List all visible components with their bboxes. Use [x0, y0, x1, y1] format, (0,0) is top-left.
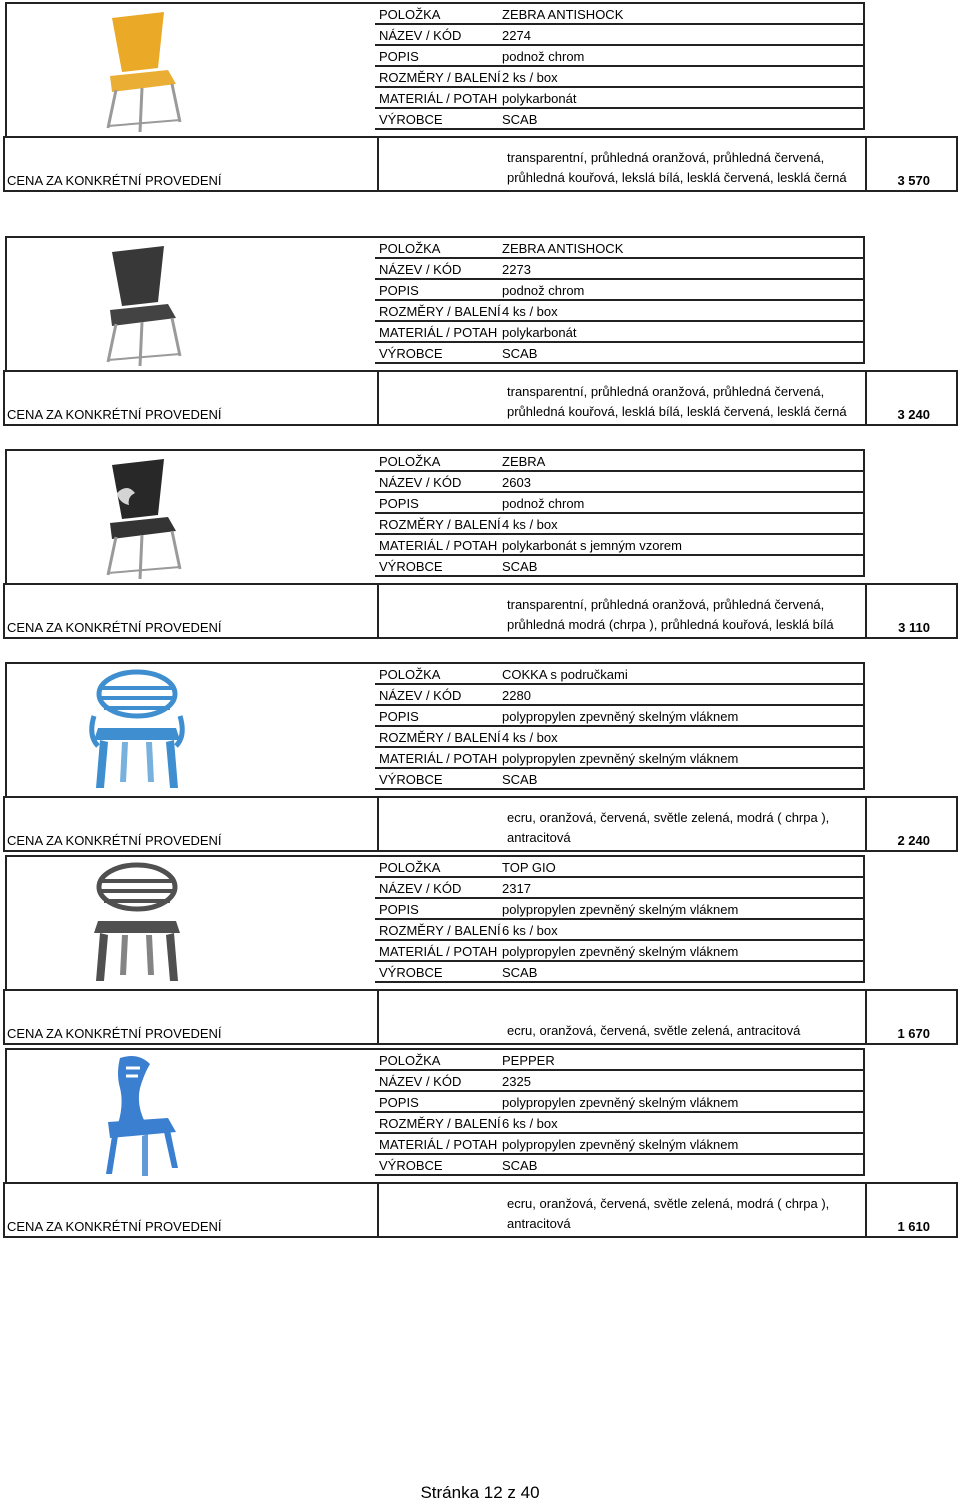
item-name-label: POLOŽKA: [379, 667, 441, 682]
item-material-label: MATERIÁL / POTAH: [379, 751, 498, 766]
product-spec-table: [375, 449, 865, 577]
item-name-label: POLOŽKA: [379, 454, 441, 469]
item-code-label: NÁZEV / KÓD: [379, 262, 462, 277]
item-name-row: [375, 449, 865, 472]
item-packaging-label: ROZMĚRY / BALENÍ: [379, 1116, 501, 1131]
product-block: [0, 855, 960, 1047]
item-name-value: COKKA s područkami: [502, 667, 628, 682]
item-name-label: POLOŽKA: [379, 7, 441, 22]
item-name-label: POLOŽKA: [379, 241, 441, 256]
item-material-value: polykarbonát: [502, 325, 577, 340]
item-manufacturer-label: VÝROBCE: [379, 112, 443, 127]
item-code-value: 2603: [502, 475, 531, 490]
item-code-row: [375, 25, 865, 46]
item-description-row: [375, 280, 865, 301]
item-material-label: MATERIÁL / POTAH: [379, 325, 498, 340]
item-description-row: [375, 1092, 865, 1113]
item-manufacturer-label: VÝROBCE: [379, 1158, 443, 1173]
product-spec-table: [375, 855, 865, 983]
item-material-row: [375, 88, 865, 109]
product-block: [0, 662, 960, 854]
item-manufacturer-value: SCAB: [502, 346, 538, 361]
item-manufacturer-label: VÝROBCE: [379, 559, 443, 574]
item-packaging-label: ROZMĚRY / BALENÍ: [379, 70, 501, 85]
chair-topgio-grey-icon: [72, 859, 202, 987]
color-options: transparentní, průhledná oranžová, průhledná červená, průhledná kouřová, lekslá bílá, lesklá červená, lesklá černá: [507, 150, 847, 185]
item-manufacturer-row: [375, 343, 865, 364]
product-image-frame: [5, 2, 377, 137]
item-manufacturer-value: SCAB: [502, 559, 538, 574]
color-options: transparentní, průhledná oranžová, průhledná červená, průhledná modrá (chrpa ), průhledná kouřová, lesklá bílá: [507, 597, 834, 632]
item-code-row: [375, 259, 865, 280]
item-code-label: NÁZEV / KÓD: [379, 28, 462, 43]
price-label: CENA ZA KONKRÉTNÍ PROVEDENÍ: [7, 407, 222, 422]
item-manufacturer-value: SCAB: [502, 772, 538, 787]
price-row: [3, 1182, 958, 1238]
item-manufacturer-row: [375, 556, 865, 577]
item-code-value: 2325: [502, 1074, 531, 1089]
item-manufacturer-row: [375, 962, 865, 983]
item-packaging-label: ROZMĚRY / BALENÍ: [379, 923, 501, 938]
product-image-frame: [5, 855, 377, 990]
item-description-label: POPIS: [379, 49, 419, 64]
item-code-row: [375, 878, 865, 899]
item-packaging-value: 6 ks / box: [502, 1116, 558, 1131]
item-packaging-value: 4 ks / box: [502, 730, 558, 745]
product-image-frame: [5, 662, 377, 797]
item-description-value: podnož chrom: [502, 49, 585, 64]
item-packaging-value: 4 ks / box: [502, 304, 558, 319]
item-material-label: MATERIÁL / POTAH: [379, 91, 498, 106]
price-row: [3, 989, 958, 1045]
color-options: ecru, oranžová, červená, světle zelená, modrá ( chrpa ), antracitová: [507, 810, 830, 845]
item-name-value: ZEBRA ANTISHOCK: [502, 241, 624, 256]
price-row: [3, 370, 958, 426]
chair-cokka-blue-icon: [72, 666, 202, 794]
item-name-row: [375, 662, 865, 685]
item-code-label: NÁZEV / KÓD: [379, 881, 462, 896]
item-code-value: 2273: [502, 262, 531, 277]
item-description-row: [375, 46, 865, 67]
item-manufacturer-value: SCAB: [502, 1158, 538, 1173]
item-packaging-row: [375, 1113, 865, 1134]
item-manufacturer-label: VÝROBCE: [379, 772, 443, 787]
item-manufacturer-row: [375, 1155, 865, 1176]
item-code-row: [375, 1071, 865, 1092]
item-material-value: polykarbonát: [502, 91, 577, 106]
price-value: 2 240: [897, 833, 930, 848]
item-packaging-row: [375, 67, 865, 88]
item-description-row: [375, 706, 865, 727]
item-description-label: POPIS: [379, 283, 419, 298]
price-value: 1 670: [897, 1026, 930, 1041]
item-material-row: [375, 941, 865, 962]
item-material-row: [375, 1134, 865, 1155]
item-packaging-label: ROZMĚRY / BALENÍ: [379, 517, 501, 532]
product-spec-table: [375, 662, 865, 790]
item-name-row: [375, 236, 865, 259]
item-code-value: 2280: [502, 688, 531, 703]
item-code-label: NÁZEV / KÓD: [379, 688, 462, 703]
item-name-row: [375, 2, 865, 25]
item-code-label: NÁZEV / KÓD: [379, 1074, 462, 1089]
item-packaging-row: [375, 727, 865, 748]
price-row: [3, 136, 958, 192]
item-material-row: [375, 322, 865, 343]
item-packaging-value: 2 ks / box: [502, 70, 558, 85]
item-material-row: [375, 535, 865, 556]
item-name-row: [375, 855, 865, 878]
item-description-value: polypropylen zpevněný skelným vláknem: [502, 1095, 739, 1110]
price-label: CENA ZA KONKRÉTNÍ PROVEDENÍ: [7, 173, 222, 188]
item-code-value: 2317: [502, 881, 531, 896]
item-description-label: POPIS: [379, 902, 419, 917]
item-name-value: ZEBRA: [502, 454, 546, 469]
color-options: ecru, oranžová, červená, světle zelená, modrá ( chrpa ), antracitová: [507, 1196, 830, 1231]
color-options: transparentní, průhledná oranžová, průhledná červená, průhledná kouřová, lesklá bílá, lesklá červená, lesklá černá: [507, 384, 847, 419]
product-image-frame: [5, 236, 377, 371]
product-block: [0, 449, 960, 641]
price-label: CENA ZA KONKRÉTNÍ PROVEDENÍ: [7, 620, 222, 635]
chair-pepper-blue-icon: [72, 1052, 202, 1180]
item-material-value: polypropylen zpevněný skelným vláknem: [502, 1137, 739, 1152]
item-name-row: [375, 1048, 865, 1071]
page-footer: Stránka 12 z 40: [420, 1483, 540, 1502]
item-material-row: [375, 748, 865, 769]
price-row: [3, 796, 958, 852]
product-block: [0, 2, 960, 194]
item-name-value: TOP GIO: [502, 860, 556, 875]
item-packaging-row: [375, 920, 865, 941]
item-material-label: MATERIÁL / POTAH: [379, 538, 498, 553]
item-code-label: NÁZEV / KÓD: [379, 475, 462, 490]
item-description-label: POPIS: [379, 709, 419, 724]
item-description-value: polypropylen zpevněný skelným vláknem: [502, 709, 739, 724]
item-packaging-value: 4 ks / box: [502, 517, 558, 532]
item-description-value: polypropylen zpevněný skelným vláknem: [502, 902, 739, 917]
item-code-row: [375, 472, 865, 493]
chair-zebra-orange-icon: [72, 6, 202, 134]
price-value: 1 610: [897, 1219, 930, 1234]
price-label: CENA ZA KONKRÉTNÍ PROVEDENÍ: [7, 1026, 222, 1041]
product-spec-table: [375, 1048, 865, 1176]
item-name-value: ZEBRA ANTISHOCK: [502, 7, 624, 22]
item-manufacturer-row: [375, 769, 865, 790]
item-material-label: MATERIÁL / POTAH: [379, 944, 498, 959]
item-name-label: POLOŽKA: [379, 860, 441, 875]
price-value: 3 570: [897, 173, 930, 188]
item-packaging-row: [375, 514, 865, 535]
color-options: ecru, oranžová, červená, světle zelená, antracitová: [507, 1023, 801, 1038]
item-description-label: POPIS: [379, 496, 419, 511]
chair-zebra-pattern-icon: [72, 453, 202, 581]
product-spec-table: [375, 2, 865, 130]
chair-zebra-black-icon: [72, 240, 202, 368]
product-block: [0, 1048, 960, 1240]
item-material-value: polypropylen zpevněný skelným vláknem: [502, 944, 739, 959]
item-name-value: PEPPER: [502, 1053, 555, 1068]
price-label: CENA ZA KONKRÉTNÍ PROVEDENÍ: [7, 833, 222, 848]
item-manufacturer-value: SCAB: [502, 112, 538, 127]
item-name-label: POLOŽKA: [379, 1053, 441, 1068]
item-description-row: [375, 493, 865, 514]
product-spec-table: [375, 236, 865, 364]
item-material-label: MATERIÁL / POTAH: [379, 1137, 498, 1152]
item-material-value: polykarbonát s jemným vzorem: [502, 538, 682, 553]
product-image-frame: [5, 1048, 377, 1183]
item-manufacturer-label: VÝROBCE: [379, 346, 443, 361]
price-value: 3 110: [898, 620, 930, 635]
product-block: [0, 236, 960, 428]
item-manufacturer-label: VÝROBCE: [379, 965, 443, 980]
item-manufacturer-row: [375, 109, 865, 130]
item-description-row: [375, 899, 865, 920]
price-row: [3, 583, 958, 639]
item-manufacturer-value: SCAB: [502, 965, 538, 980]
product-image-frame: [5, 449, 377, 584]
item-packaging-label: ROZMĚRY / BALENÍ: [379, 304, 501, 319]
item-description-label: POPIS: [379, 1095, 419, 1110]
item-description-value: podnož chrom: [502, 496, 585, 511]
price-value: 3 240: [897, 407, 930, 422]
item-material-value: polypropylen zpevněný skelným vláknem: [502, 751, 739, 766]
item-description-value: podnož chrom: [502, 283, 585, 298]
item-code-row: [375, 685, 865, 706]
item-packaging-row: [375, 301, 865, 322]
item-packaging-label: ROZMĚRY / BALENÍ: [379, 730, 501, 745]
price-label: CENA ZA KONKRÉTNÍ PROVEDENÍ: [7, 1219, 222, 1234]
item-code-value: 2274: [502, 28, 531, 43]
item-packaging-value: 6 ks / box: [502, 923, 558, 938]
